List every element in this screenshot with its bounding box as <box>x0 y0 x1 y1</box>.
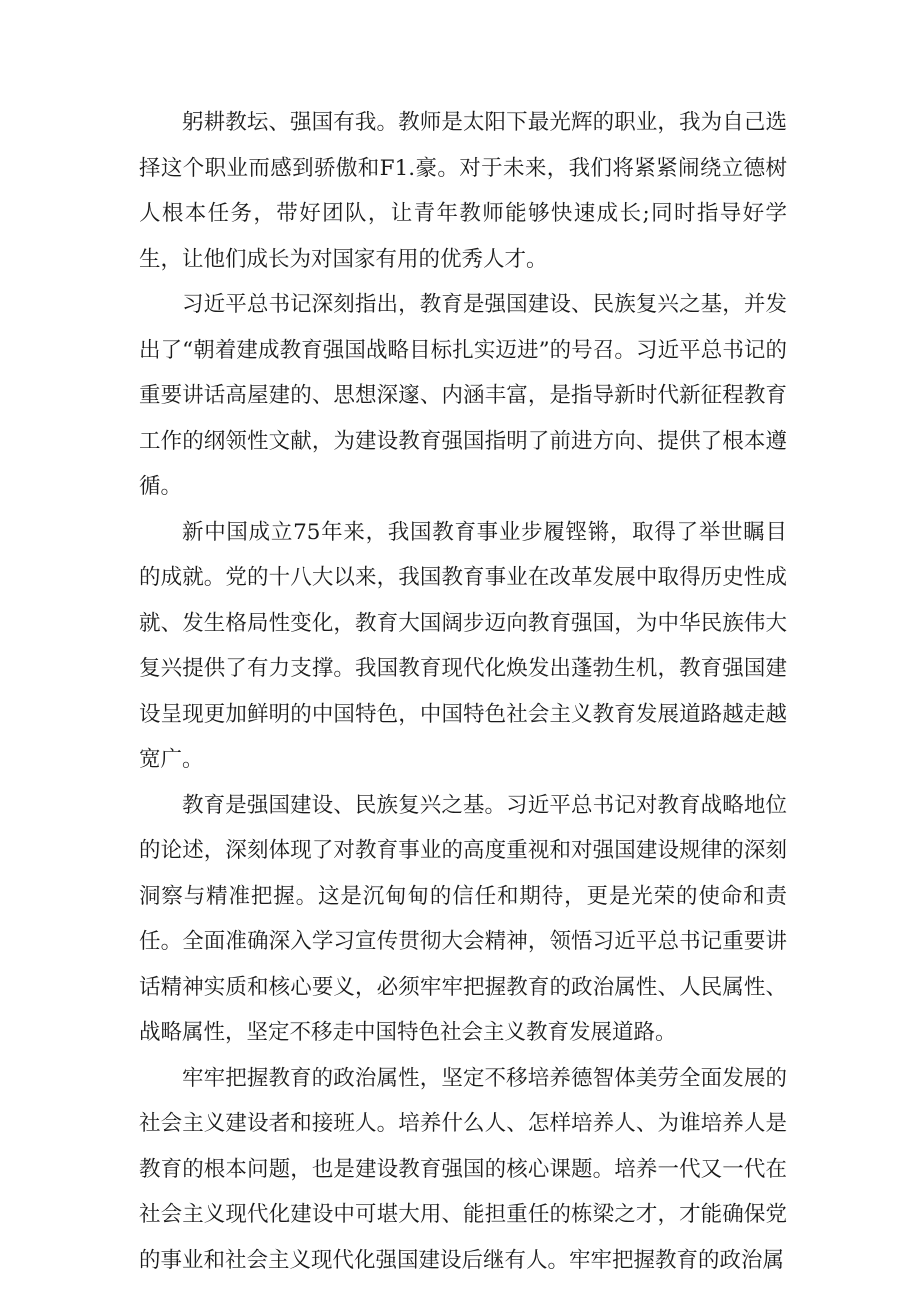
paragraph-2: 习近平总书记深刻指出，教育是强国建设、民族复兴之基，并发出了“朝着建成教育强国战略目标扎实迈进”的号召。习近平总书记的重要讲话高屋建的、思想深邃、内涵丰富，是指导新时代新征程教育工作的纲领性文献，为建设教育强国指明了前进方向、提供了根本遵循。 <box>139 292 787 499</box>
paragraph-5: 牢牢把握教育的政治属性，坚定不移培养德智体美劳全面发展的社会主义建设者和接班人。培养什么人、怎样培养人、为谁培养人是教育的根本问题，也是建设教育强国的核心课题。培养一代又一代在社会主义现代化建设中可堪大用、能担重任的栋梁之才，才能确保党的事业和社会主义现代化强国建设后继有人。牢牢把握教育的政治属 <box>139 1065 787 1273</box>
paragraph-3: 新中国成立75年来，我国教育事业步履铿锵，取得了举世瞩目的成就。党的十八大以来，我国教育事业在改革发展中取得历史性成就、发生格局性变化，教育大国阔步迈向教育强国，为中华民族伟大复兴提供了有力支撑。我国教育现代化焕发出蓬勃生机，教育强国建设呈现更加鲜明的中国特色，中国特色社会主义教育发展道路越走越宽广。 <box>139 519 787 772</box>
document-body <box>139 100 787 1283</box>
paragraph-1: 躬耕教坛、强国有我。教师是太阳下最光辉的职业，我为自己选择这个职业而感到骄傲和F1.豪。对于未来，我们将紧紧闹绕立德树人根本任务，带好团队，让青年教师能够快速成长;同时指导好学生，让他们成长为对国家有用的优秀人才。 <box>139 110 787 272</box>
paragraph-4: 教育是强国建设、民族复兴之基。习近平总书记对教育战略地位的论述，深刻体现了对教育事业的高度重视和对强国建设规律的深刻洞察与精准把握。这是沉甸甸的信任和期待，更是光荣的使命和责任。全面准确深入学习宣传贯彻大会精神，领悟习近平总书记重要讲话精神实质和核心要义，必须牢牢把握教育的政治属性、人民属性、战略属性，坚定不移走中国特色社会主义教育发展道路。 <box>139 792 787 1045</box>
